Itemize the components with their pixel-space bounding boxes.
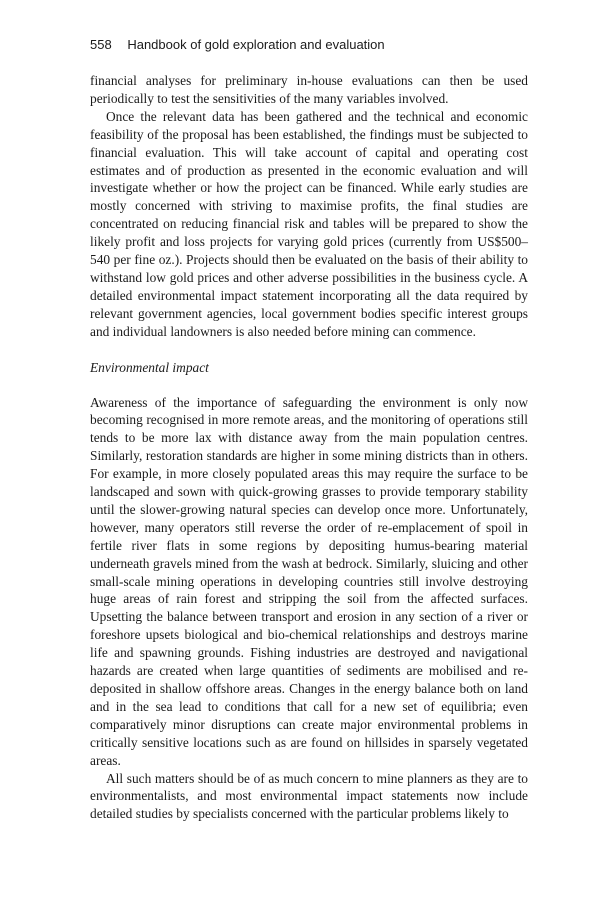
running-header bbox=[90, 36, 528, 54]
paragraph-financial-evaluation: Once the relevant data has been gathered and the technical and economic feasibility of the proposal has been established, the findings must be subjected to financial evaluation. This will take account of capital and operating cost estimates and of production as presented in the economic evaluation and will investigate whether or how the project can be financed. While early studies are mostly concerned with striving to maximise profits, the final studies are concentrated on reducing financial risk and tables will be prepared to show the likely profit and loss projects for varying gold prices (currently from US$500–540 per fine oz.). Projects should then be evaluated on the basis of their ability to withstand low gold prices and other adverse possibilities in the business cycle. A detailed environmental impact statement incorporating all the data required by relevant government agencies, local government bodies specific interest groups and individual landowners is also needed before mining can commence. bbox=[90, 108, 528, 339]
body-text bbox=[90, 72, 528, 823]
book-page bbox=[90, 36, 528, 823]
page-number: 558 bbox=[90, 37, 112, 52]
paragraph-environmental-awareness: Awareness of the importance of safeguarding the environment is only now becoming recognised in more remote areas, and the monitoring of operations still tends to be more lax with distance away from the main population centres. Similarly, restoration standards are higher in some mining districts than in others. For example, in more closely populated areas this may require the surface to be landscaped and sown with quick-growing grasses to provide temporary stability until the slower-growing natural species can develop once more. Unfortunately, however, many operators still reverse the order of re-emplacement of spoil in fertile river flats in some regions by depositing humus-bearing material underneath gravels mined from the wash at bedrock. Similarly, sluicing and other small-scale mining operations in developing countries still involve destroying huge areas of rain forest and stripping the soil from the affected surfaces. Upsetting the balance between transport and erosion in any section of a river or foreshore upsets biological and bio-chemical relationships and destroys marine life and spawning grounds. Fishing industries are destroyed and navigational hazards are created when large quantities of sediments are mobilised and re-deposited in shallow offshore areas. Changes in the energy balance both on land and in the sea lead to conditions that call for a new set of equilibria; even comparatively minor disruptions can create major environmental problems in critically sensitive locations such as are found on hillsides in sparsely vegetated areas. bbox=[90, 394, 528, 768]
section-heading: Environmental impact bbox=[90, 359, 209, 375]
book-title: Handbook of gold exploration and evaluation bbox=[127, 37, 385, 52]
paragraph-mine-planners: All such matters should be of as much concern to mine planners as they are to environmentalists, and most environmental impact statements now include detailed studies by specialists concerned with the particular problems likely to bbox=[90, 770, 528, 822]
paragraph-continued: financial analyses for preliminary in-house evaluations can then be used periodically to test the sensitivities of the many variables involved. bbox=[90, 73, 528, 106]
